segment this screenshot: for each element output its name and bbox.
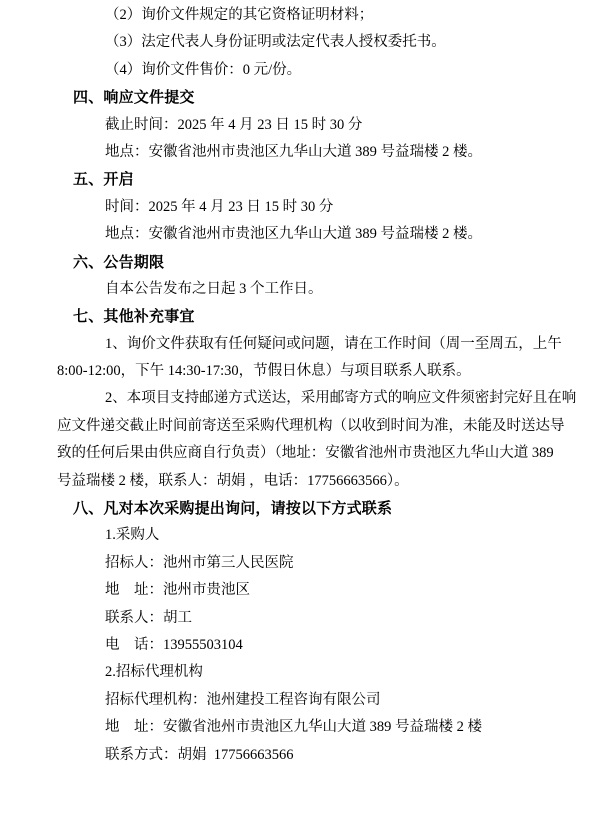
submission-deadline-line: 截止时间：2025 年 4 月 23 日 15 时 30 分 — [105, 116, 363, 133]
purchaser-subheading: 1.采购人 — [105, 527, 160, 544]
notice-period-line: 自本公告发布之日起 3 个工作日。 — [105, 280, 323, 297]
note-2-line-1: 2、本项目支持邮递方式送达，采用邮寄方式的响应文件须密封完好且在响 — [105, 390, 577, 407]
section-5-heading: 五、开启 — [73, 171, 134, 189]
purchaser-name-line: 招标人：池州市第三人民医院 — [105, 554, 294, 571]
note-2-line-4: 号益瑞楼 2 楼，联系人：胡娟 ，电话：17756663566）。 — [57, 472, 409, 489]
agency-contact-line: 联系方式：胡娟 17756663566 — [105, 746, 294, 763]
submission-location-line: 地点：安徽省池州市贵池区九华山大道 389 号益瑞楼 2 楼。 — [105, 143, 482, 160]
agency-address-line: 地 址：安徽省池州市贵池区九华山大道 389 号益瑞楼 2 楼 — [105, 719, 482, 736]
note-2-line-2: 应文件递交截止时间前寄送至采购代理机构（以收到时间为准，未能及时送达导 — [57, 417, 565, 434]
note-2-line-3: 致的任何后果由供应商自行负责）（地址：安徽省池州市贵池区九华山大道 389 — [57, 445, 554, 462]
agency-name-line: 招标代理机构：池州建投工程咨询有限公司 — [105, 691, 381, 708]
section-8-heading: 八、凡对本次采购提出询问，请按以下方式联系 — [73, 500, 393, 518]
purchaser-contact-line: 联系人：胡工 — [105, 609, 192, 626]
clause-item-4: （4）询价文件售价：0 元/份。 — [105, 61, 302, 78]
section-7-heading: 七、其他补充事宜 — [73, 308, 195, 326]
opening-location-line: 地点：安徽省池州市贵池区九华山大道 389 号益瑞楼 2 楼。 — [105, 226, 482, 243]
section-6-heading: 六、公告期限 — [73, 253, 165, 271]
clause-item-3: （3）法定代表人身份证明或法定代表人授权委托书。 — [105, 34, 446, 51]
note-1-line-1: 1、询价文件获取有任何疑问或问题，请在工作时间（周一至周五，上午 — [105, 335, 562, 352]
clause-item-2: （2）询价文件规定的其它资格证明材料； — [105, 7, 374, 23]
note-1-line-2: 8:00-12:00，下午 14:30-17:30，节假日休息）与项目联系人联系。 — [57, 363, 471, 380]
agency-subheading: 2.招标代理机构 — [105, 664, 203, 681]
purchaser-address-line: 地 址：池州市贵池区 — [105, 582, 250, 599]
purchaser-phone-line: 电 话：13955503104 — [105, 636, 243, 653]
section-4-heading: 四、响应文件提交 — [73, 89, 195, 107]
opening-time-line: 时间：2025 年 4 月 23 日 15 时 30 分 — [105, 198, 334, 215]
